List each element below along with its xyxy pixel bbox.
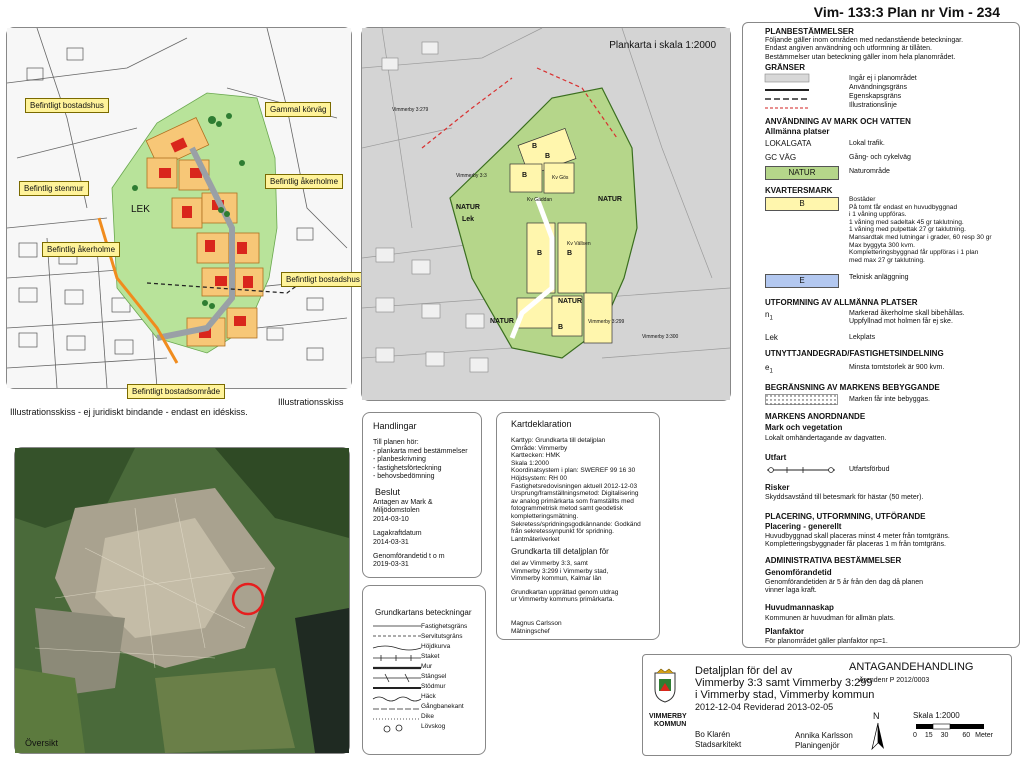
callout-bostadshus-2: Befintligt bostadshus — [281, 272, 365, 287]
kvartersmark-title: KVARTERSMARK — [765, 186, 833, 195]
grundkarta-line: del av Vimmerby 3:3, samt — [511, 560, 588, 567]
callout-gammal-korvag: Gammal körväg — [265, 102, 331, 117]
kart-line: fotogrammetrisk metod samt geodetisk — [511, 505, 623, 513]
risker-title: Risker — [765, 483, 790, 492]
natur-swatch: NATUR — [765, 166, 839, 180]
b-desc-line: i 1 våning uppföras. — [849, 211, 907, 219]
natur-desc: Naturområde — [849, 168, 890, 175]
e-desc: Teknisk anläggning — [849, 274, 909, 281]
grundkarta-line: Grundkartan upprättad genom utdrag — [511, 588, 619, 596]
plankarta-map — [362, 28, 730, 400]
map-label: B — [567, 250, 573, 257]
kart-line: Karttyp: Grundkarta till detaljplan — [511, 437, 606, 444]
b-desc-line: 1 våning med sadeltak 45 gr taklutning. — [849, 218, 964, 226]
grans-label: Användningsgräns — [849, 84, 907, 91]
grundkartans-beteckningar-panel — [362, 585, 486, 755]
admin-title: ADMINISTRATIVA BESTÄMMELSER — [765, 556, 902, 565]
map-label: Vimmerby 3:299 — [588, 319, 625, 325]
scale-tick: 15 — [924, 732, 933, 739]
callout-bostadshus-1: Befintligt bostadshus — [25, 98, 109, 113]
kart-line: Fastighetsredovisningen aktuell 2012-12-03 — [511, 482, 638, 490]
planfaktor-desc: För planområdet gäller planfaktor np=1. — [765, 638, 888, 645]
illustration-note: Illustrationsskiss - ej juridiskt bindande - endast en idéskiss. — [10, 407, 248, 417]
huvudmannaskap-title: Huvudmannaskap — [765, 603, 834, 612]
map-label: B — [545, 153, 551, 160]
callout-bostadsomrade: Befintligt bostadsområde — [127, 384, 225, 399]
grundkarta-line: Vimmerby kommun, Kalmar län — [511, 575, 602, 583]
kart-line: Sekretess/spridningsgodkännande: Godkänd — [511, 520, 641, 528]
map-label: B — [522, 172, 528, 179]
plan-title-2: Vimmerby 3:3 samt Vimmerby 3:299 — [695, 677, 873, 689]
handlingar-item: - fastighetsförteckning — [373, 464, 442, 472]
person2-name: Annika Karlsson — [795, 731, 853, 740]
map-label: Vimmerby 3:279 — [392, 107, 429, 113]
lek-label: LEK — [131, 204, 150, 215]
grundkartans-title: Grundkartans beteckningar — [375, 608, 472, 617]
placering-sub: Placering - generellt — [765, 522, 842, 531]
n1-desc: Uppfyllnad mot holmen får ej ske. — [849, 318, 953, 326]
intro-line: Bestämmelser utan beteckning gäller inom hela planområdet. — [765, 53, 956, 61]
kommun-name-2: KOMMUN — [654, 721, 687, 728]
map-label: Kv Gäddan — [527, 197, 553, 203]
beslut-line: Lagakraftdatum — [373, 530, 422, 538]
callout-stenmur: Befintlig stenmur — [19, 181, 89, 196]
b-desc-line: Max byggyta 300 kvm. — [849, 241, 915, 249]
callout-akerholme-2: Befintlig åkerholme — [42, 242, 120, 257]
granser-symbols — [763, 73, 823, 113]
anvandning-title: ANVÄNDNING AV MARK OCH VATTEN — [765, 117, 911, 126]
illustration-sketch-panel — [6, 27, 360, 396]
plan-dates: 2012-12-04 Reviderad 2013-02-05 — [695, 702, 834, 712]
placering-desc: Huvudbyggnad skall placeras minst 4 meter från tomtgräns. — [765, 533, 950, 540]
scale-tick: 30 — [940, 732, 949, 739]
legend-item: Staket — [421, 653, 440, 660]
granser-title: GRÄNSER — [765, 63, 806, 72]
map-label: Kv Vällsen — [567, 241, 591, 247]
lokalgata-code: LOKALGATA — [765, 139, 812, 148]
n1-desc: Markerad åkerholme skall bibehållas. — [849, 310, 965, 317]
person1-role: Stadsarkitekt — [695, 740, 742, 749]
beslut-title: Beslut — [375, 487, 401, 497]
dotted-area-symbol — [765, 394, 839, 406]
kart-line: från sekretessynpunkt för spridning. — [511, 528, 614, 536]
grans-label: Illustrationslinje — [849, 102, 897, 109]
beslut-line: Genomförandetid t o m — [373, 553, 445, 561]
b-swatch: B — [765, 197, 839, 211]
handlingar-item: - behovsbedömning — [373, 473, 435, 481]
handlingar-title: Handlingar — [373, 421, 417, 431]
arendenr: Ärendenr P 2012/0003 — [859, 677, 930, 684]
illustration-map — [7, 28, 351, 388]
map-label: Vimmerby 3:300 — [642, 334, 679, 340]
lek-desc: Lekplats — [849, 334, 876, 341]
n1-code: n — [765, 310, 770, 319]
map-label: NATUR — [598, 196, 622, 203]
e-swatch: E — [765, 274, 839, 288]
b-desc-line: 1 våning med pulpettak 27 gr taklutning. — [849, 226, 966, 234]
legend-item: Stödmur — [421, 683, 446, 690]
north-label: N — [873, 711, 880, 721]
map-label: Vimmerby 3:3 — [456, 173, 487, 179]
grundkarta-line: Vimmerby 3:299 i Vimmerby stad, — [511, 567, 609, 575]
map-label: NATUR — [558, 298, 582, 305]
genomforandetid-desc: vinner laga kraft. — [765, 587, 817, 595]
utfart-desc: Utfartsförbud — [849, 466, 890, 473]
illustration-caption: Illustrationsskiss — [278, 397, 344, 407]
map-label: B — [558, 324, 564, 331]
gcvag-desc: Gång- och cykelväg — [849, 154, 911, 161]
title-block — [642, 654, 1012, 756]
kommun-name-1: VIMMERBY — [649, 713, 687, 720]
b-desc-line: Mansardtak med lutningar i grader, 60 resp 30 gr — [849, 233, 992, 241]
lokalgata-desc: Lokal trafik. — [849, 140, 885, 147]
handlingar-panel — [362, 412, 482, 578]
genomforandetid-title: Genomförandetid — [765, 568, 832, 577]
huvudmannaskap-desc: Kommunen är huvudman för allmän plats. — [765, 615, 895, 622]
grundkarta-line: Magnus Carlsson — [511, 619, 562, 627]
kart-line: av analog primärkarta som framställts med — [511, 497, 634, 505]
grundkarta-line: ur Vimmerby kommuns primärkarta. — [511, 596, 615, 604]
planbestammelser-panel — [742, 22, 1020, 648]
kommun-crest-icon — [651, 669, 679, 703]
legend-item: Häck — [421, 693, 436, 700]
map-label: NATUR — [456, 204, 480, 211]
utnyttjandegrad-title: UTNYTTJANDEGRAD/FASTIGHETSINDELNING — [765, 349, 944, 358]
markens-anordnande-title: MARKENS ANORDNANDE — [765, 412, 866, 421]
utformning-allm-title: UTFORMNING AV ALLMÄNNA PLATSER — [765, 298, 918, 307]
callout-akerholme-1: Befintlig åkerholme — [265, 174, 343, 189]
plan-title-3: i Vimmerby stad, Vimmerby kommun — [695, 689, 875, 701]
map-label: Lek — [462, 216, 475, 223]
grans-label: Ingår ej i planområdet — [849, 75, 917, 82]
scale-tick: 60 — [962, 732, 971, 739]
n1-sub: 1 — [769, 315, 773, 322]
grundkarta-line: Mätningschef — [511, 627, 550, 635]
utfart-title: Utfart — [765, 453, 787, 462]
grundkarta-line — [511, 604, 618, 620]
map-label: NATUR — [490, 318, 514, 325]
grundkarta-title: Grundkarta till detaljplan för — [511, 547, 609, 556]
mark-vegetation-title: Mark och vegetation — [765, 423, 843, 432]
kart-line: Lantmäteriverket — [511, 535, 560, 543]
e1-code: e — [765, 363, 770, 372]
placering-title: PLACERING, UTFORMNING, UTFÖRANDE — [765, 512, 926, 521]
risker-desc: Skyddsavstånd till betesmark för hästar (50 meter). — [765, 494, 924, 501]
kart-line: Skala 1:2000 — [511, 459, 549, 467]
beslut-line: 2014-03-10 — [373, 515, 409, 523]
legend-item: Höjdkurva — [421, 643, 451, 650]
kartdeklaration-title: Kartdeklaration — [511, 419, 572, 429]
scale-bar — [915, 723, 985, 731]
utfartsforbud-symbol — [765, 465, 839, 475]
kart-line: Område: Vimmerby — [511, 444, 568, 452]
map-label: B — [532, 143, 538, 150]
map-label: B — [537, 250, 543, 257]
allmanna-platser-title: Allmänna platser — [765, 127, 830, 136]
legend-item: Stängsel — [421, 673, 447, 680]
legend-item: Lövskog — [421, 723, 446, 730]
beslut-line: 2014-03-31 — [373, 538, 409, 546]
lek-code: Lek — [765, 333, 778, 342]
aerial-photo — [15, 448, 349, 753]
person2-role: Planingenjör — [795, 741, 840, 750]
legend-item: Mur — [421, 663, 433, 670]
b-desc-line: Kompletteringsbyggnad får uppföras i 1 plan — [849, 249, 979, 257]
b-desc-line: På tomt får endast en huvudbyggnad — [849, 203, 958, 211]
placering-desc: Kompletteringsbyggnader får placeras 1 m från tomtgräns. — [765, 541, 946, 549]
oversikt-panel — [14, 447, 350, 754]
north-arrow-icon — [871, 723, 885, 751]
mark-vegetation-desc: Lokalt omhändertagande av dagvatten. — [765, 435, 887, 442]
kart-line: Karttecken: HMK — [511, 452, 561, 460]
map-label: Kv Gös — [552, 175, 569, 181]
handlingar-item: - planbeskrivning — [373, 456, 426, 464]
page-title: Vim- 133:3 Plan nr Vim - 234 — [813, 4, 1000, 20]
beslut-line: 2019-03-31 — [373, 561, 409, 569]
intro-line: Endast angiven användning och utformning är tillåten. — [765, 45, 932, 53]
begransning-desc: Marken får inte bebyggas. — [849, 396, 930, 403]
legend-item: Servitutsgräns — [421, 633, 463, 640]
handlingar-item: - plankarta med bestämmelser — [373, 448, 468, 455]
plan-title-1: Detaljplan för del av — [695, 665, 793, 677]
kart-line: kompletteringsmätning. — [511, 512, 579, 520]
grans-label: Egenskapsgräns — [849, 93, 902, 100]
beslut-line: Antagen av Mark & Miljödomstolen — [373, 499, 433, 515]
genomforandetid-desc: Genomförandetiden är 5 år från den dag då planen — [765, 579, 924, 586]
legend-item: Dike — [421, 713, 435, 720]
kart-line: Höjdsystem: RH 00 — [511, 474, 567, 482]
e1-sub: 1 — [769, 368, 773, 375]
e1-desc: Minsta tomtstorlek är 900 kvm. — [849, 364, 945, 371]
gcvag-code: GC VÄG — [765, 153, 797, 162]
scale-tick: Meter — [975, 732, 994, 739]
antagandehandling-stamp: ANTAGANDEHANDLING — [849, 661, 974, 673]
oversikt-label: Översikt — [25, 738, 59, 748]
legend-item: Fastighetsgräns — [421, 623, 468, 630]
b-desc-line: med max 27 gr taklutning. — [849, 256, 925, 264]
scale-tick: 0 — [913, 732, 917, 739]
person1-name: Bo Klarén — [695, 730, 731, 739]
planfaktor-title: Planfaktor — [765, 627, 805, 636]
b-desc-line: Bostäder — [849, 196, 876, 203]
planbestammelser-title: PLANBESTÄMMELSER — [765, 27, 854, 36]
legend-item: Gångbanekant — [421, 703, 464, 710]
begransning-title: BEGRÄNSNING AV MARKENS BEBYGGANDE — [765, 383, 940, 392]
handlingar-intro: Till planen hör: — [373, 439, 419, 446]
intro-line: Följande gäller inom områden med nedanstående beteckningar. — [765, 37, 964, 44]
plankarta-panel — [361, 27, 731, 401]
kartdeklaration-panel — [496, 412, 660, 640]
scale-label: Skala 1:2000 — [913, 711, 960, 720]
kart-line: Ursprung/framställningsmetod: Digitalisering — [511, 490, 639, 498]
kart-line: Koordinatsystem i plan: SWEREF 99 16 30 — [511, 467, 636, 475]
plankarta-title: Plankarta i skala 1:2000 — [609, 40, 716, 51]
